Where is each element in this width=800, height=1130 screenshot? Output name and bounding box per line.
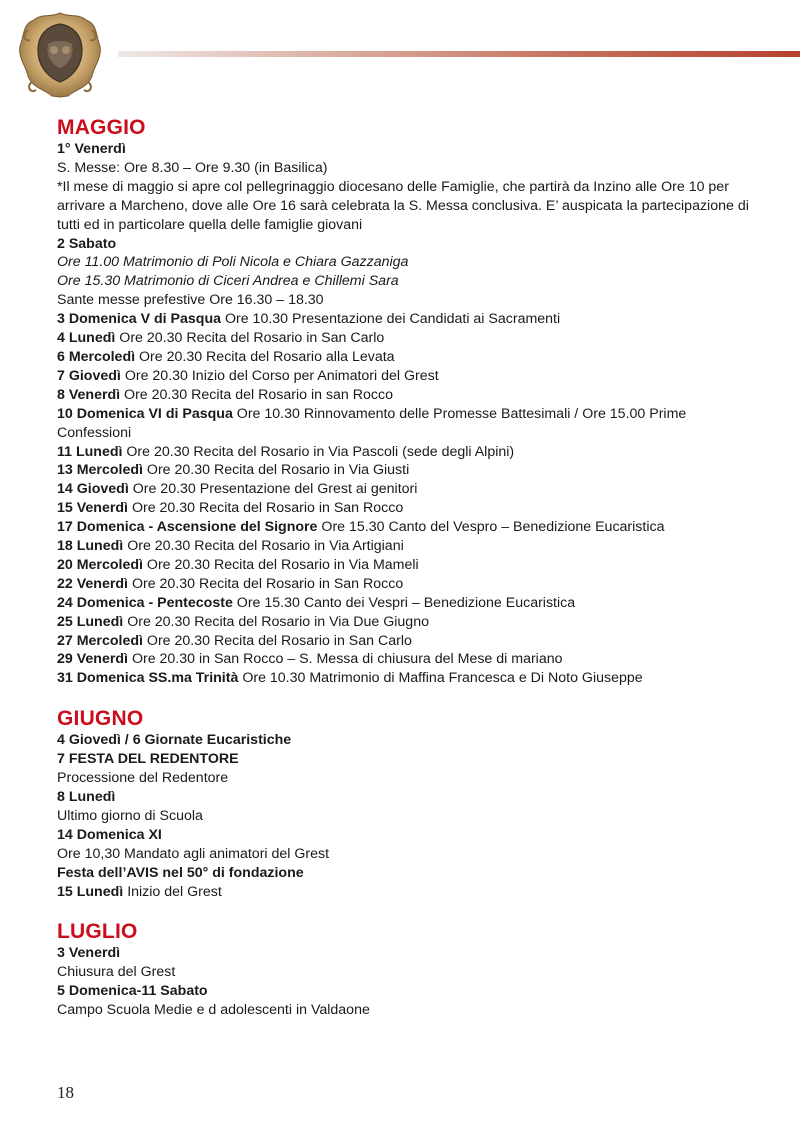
calendar-entry <box>57 864 757 883</box>
entry-date: 20 Mercoledì <box>57 556 143 573</box>
entry-date: 27 Mercoledì <box>57 632 143 649</box>
entry-text: Ore 20.30 Recita del Rosario in Via Pascoli (sede degli Alpini) <box>126 443 515 460</box>
entry-date: 18 Lunedì <box>57 538 124 555</box>
entry-text: Campo Scuola Medie e d adolescenti in Valdaone <box>57 1002 370 1019</box>
calendar-entry <box>57 613 757 632</box>
calendar-entry <box>57 140 757 159</box>
calendar-entry <box>57 291 757 310</box>
calendar-entry <box>57 537 757 556</box>
entry-text: Ore 20.30 Recita del Rosario in San Carlo <box>146 632 412 649</box>
entry-date: 5 Domenica-11 Sabato <box>57 983 208 1000</box>
calendar-entry <box>57 731 757 750</box>
entry-date: 1° Venerdì <box>57 141 126 157</box>
entry-date: 29 Venerdì <box>57 651 128 668</box>
entry-date: 22 Venerdì <box>57 575 128 592</box>
calendar-entry <box>57 367 757 386</box>
entry-text: Ore 11.00 Matrimonio di Poli Nicola e Chiara Gazzaniga <box>57 254 409 271</box>
calendar-entry <box>57 807 757 826</box>
entry-date: 8 Lunedì <box>57 789 116 805</box>
calendar-entry <box>57 575 757 594</box>
calendar-entry <box>57 750 757 769</box>
entry-date: 11 Lunedì <box>57 443 123 460</box>
month-heading-luglio: LUGLIO <box>57 920 138 944</box>
month-heading-giugno: GIUGNO <box>57 707 144 731</box>
calendar-entry <box>57 253 757 272</box>
entry-date: 7 Giovedì <box>57 367 121 384</box>
entry-date: 31 Domenica SS.ma Trinità <box>57 670 239 687</box>
entry-date: 7 FESTA DEL REDENTORE <box>57 751 239 768</box>
entry-date: 17 Domenica - Ascensione del Signore <box>57 519 318 536</box>
calendar-entry <box>57 650 757 669</box>
entry-date: 4 Giovedì / 6 Giornate Eucaristiche <box>57 732 292 749</box>
entry-date: 14 Giovedì <box>57 481 129 498</box>
entry-date: 15 Venerdì <box>57 500 128 517</box>
calendar-entry <box>57 944 757 963</box>
calendar-entry <box>57 518 757 537</box>
entry-text: Ore 20.30 Presentazione del Grest ai genitori <box>132 481 418 498</box>
entry-text: Ore 20.30 Recita del Rosario in san Rocco <box>124 386 393 403</box>
entry-text: *Il mese di maggio si apre col pellegrinaggio diocesano delle Famiglie, che partirà da Inzino alle Ore 10 per arrivare a Marcheno, dove alle Ore 16 sarà celebrata la S. Messa conclusiva. E’ auspicata la partecipazione di tutti ed in particolare quella delle famiglie giovani <box>57 178 749 233</box>
entry-text: Ore 10.30 Matrimonio di Maffina Francesca e Di Noto Giuseppe <box>242 670 643 687</box>
entry-text: Ore 20.30 Recita del Rosario in Via Artigiani <box>127 538 404 555</box>
entry-text: Ore 20.30 Recita del Rosario in Via Mameli <box>146 556 419 573</box>
calendar-entry <box>57 669 757 688</box>
entry-date: 25 Lunedì <box>57 613 124 630</box>
entry-date: 24 Domenica - Pentecoste <box>57 594 233 611</box>
header-rule <box>118 51 800 57</box>
entry-date: 10 Domenica VI di Pasqua <box>57 405 233 422</box>
calendar-entry <box>57 235 757 254</box>
parish-crest-logo <box>18 10 102 98</box>
calendar-entry <box>57 386 757 405</box>
entry-date: 3 Domenica V di Pasqua <box>57 311 222 328</box>
calendar-entry <box>57 594 757 613</box>
giugno-entries <box>57 731 757 901</box>
luglio-entries <box>57 944 757 1020</box>
entry-text: Ore 15.30 Matrimonio di Ciceri Andrea e Chillemi Sara <box>57 273 399 290</box>
entry-text: Chiusura del Grest <box>57 964 176 981</box>
entry-text: Ore 15.30 Canto dei Vespri – Benedizione Eucaristica <box>236 594 576 611</box>
entry-text: Ore 20.30 Recita del Rosario in San Rocco <box>131 500 404 517</box>
entry-text: Ore 10,30 Mandato agli animatori del Grest <box>57 845 330 862</box>
calendar-entry <box>57 1001 757 1020</box>
calendar-entry <box>57 159 757 178</box>
calendar-entry <box>57 348 757 367</box>
calendar-entry <box>57 178 757 235</box>
calendar-entry <box>57 556 757 575</box>
calendar-entry <box>57 845 757 864</box>
calendar-entry <box>57 963 757 982</box>
entry-date: 14 Domenica XI <box>57 826 162 843</box>
entry-text: Sante messe prefestive Ore 16.30 – 18.30 <box>57 292 324 309</box>
calendar-entry <box>57 632 757 651</box>
entry-date: 8 Venerdì <box>57 386 121 403</box>
entry-text: Ore 20.30 Inizio del Corso per Animatori del Grest <box>124 367 439 384</box>
maggio-entries <box>57 140 757 688</box>
calendar-entry <box>57 788 757 807</box>
entry-text: Inizio del Grest <box>127 883 222 900</box>
entry-date: Festa dell’AVIS nel 50° di fondazione <box>57 864 304 881</box>
entry-date: 15 Lunedì <box>57 883 124 900</box>
page-number: 18 <box>57 1083 74 1102</box>
entry-text: Ore 20.30 Recita del Rosario in Via Due Giugno <box>127 613 429 630</box>
entry-text: Ore 20.30 in San Rocco – S. Messa di chiusura del Mese di mariano <box>131 651 563 668</box>
calendar-entry <box>57 480 757 499</box>
entry-date: 4 Lunedì <box>57 330 116 347</box>
calendar-entry <box>57 499 757 518</box>
entry-text: Ore 20.30 Recita del Rosario alla Levata <box>139 348 395 365</box>
calendar-entry <box>57 310 757 329</box>
calendar-entry <box>57 443 757 462</box>
entry-text: Processione del Redentore <box>57 770 229 787</box>
calendar-entry <box>57 826 757 845</box>
entry-date: 3 Venerdì <box>57 945 121 962</box>
entry-text: Ore 20.30 Recita del Rosario in San Rocco <box>131 575 404 592</box>
month-heading-maggio: MAGGIO <box>57 116 146 139</box>
calendar-content <box>57 116 757 1020</box>
entry-text: Ultimo giorno di Scuola <box>57 807 203 824</box>
entry-text: Ore 20.30 Recita del Rosario in San Carlo <box>119 330 385 347</box>
calendar-entry <box>57 982 757 1001</box>
calendar-entry <box>57 769 757 788</box>
entry-text: S. Messe: Ore 8.30 – Ore 9.30 (in Basilica) <box>57 159 328 176</box>
entry-text: Ore 10.30 Presentazione dei Candidati ai Sacramenti <box>224 311 561 328</box>
entry-text: Ore 20.30 Recita del Rosario in Via Giusti <box>146 462 410 479</box>
calendar-entry <box>57 883 757 902</box>
entry-date: 6 Mercoledì <box>57 348 136 365</box>
entry-date: 13 Mercoledì <box>57 462 143 479</box>
entry-text: Ore 15.30 Canto del Vespro – Benedizione Eucaristica <box>321 519 665 536</box>
calendar-entry <box>57 405 757 443</box>
entry-text: Ore 10.30 Rinnovamento delle Promesse Battesimali / Ore 15.00 Prime Confessioni <box>57 405 687 441</box>
calendar-entry <box>57 329 757 348</box>
calendar-entry <box>57 272 757 291</box>
calendar-entry <box>57 461 757 480</box>
entry-date: 2 Sabato <box>57 235 117 252</box>
